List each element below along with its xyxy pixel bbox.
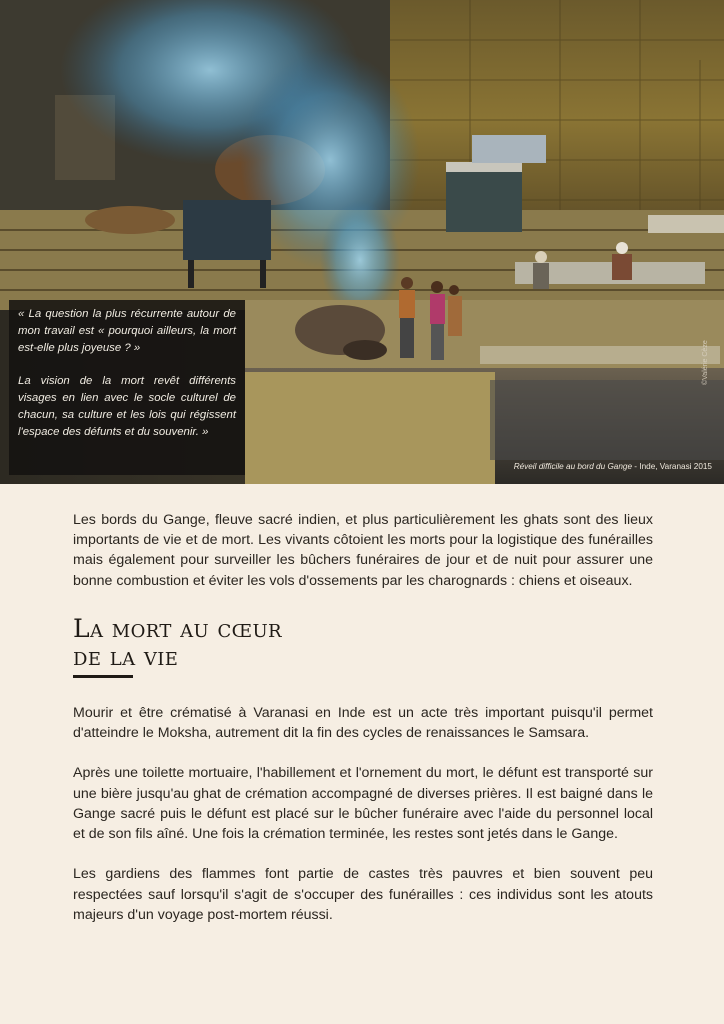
caption-title: Réveil difficile au bord du Gange xyxy=(513,462,633,471)
body-paragraph: Après une toilette mortuaire, l'habillement et l'ornement du mort, le défunt est transporté sur une bière jusqu'au ghat de crémation accompagné de diverses prières. Il est baigné dans le Gange sacré puis le défunt est placé sur le bûcher funéraire avec l'aide du personnel local et de son fils aîné. Une fois la crémation terminée, les restes sont jetés dans le Gange. xyxy=(73,765,653,843)
section-title xyxy=(73,615,653,671)
ghat-cremation-photo xyxy=(0,0,724,484)
section-title-line: de la vie xyxy=(73,641,179,671)
quote-box xyxy=(9,300,245,475)
article-body xyxy=(73,510,653,925)
section-title-line: La mort au cœur xyxy=(73,613,283,643)
body-paragraph: Mourir et être crématisé à Varanasi en Inde est un acte très important puisqu'il permet d'atteindre le Moksha, autrement dit la fin des cycles de renaissances le Samsara. xyxy=(73,704,653,742)
body-paragraph: Les gardiens des flammes font partie de castes très pauvres et bien souvent peu respectées sauf lorsqu'il s'agit de s'occuper des funérailles : ces individus sont les atouts majeurs d'un voyage post-mortem réussi. xyxy=(73,866,653,923)
quote-paragraph: « La question la plus récurrente autour de mon travail est « pourquoi ailleurs, la mort est-elle plus joyeuse ? » xyxy=(18,308,236,354)
photo-credit: ©Valérie Cèze xyxy=(702,340,709,385)
caption-location: - Inde, Varanasi 2015 xyxy=(632,462,712,471)
title-underline xyxy=(73,675,133,678)
intro-paragraph: Les bords du Gange, fleuve sacré indien, et plus particulièrement les ghats sont des lieux importants de vie et de mort. Les vivants côtoient les morts pour la logistique des funérailles mais également pour surveiller les bûchers funéraires de jour et de nuit pour assurer une bonne combustion et éviter les vols d'ossements par les charognards : chiens et oiseaux. xyxy=(73,512,653,589)
photo-caption xyxy=(514,462,712,471)
quote-paragraph: La vision de la mort revêt différents visages en lien avec le socle culturel de chacun, sa culture et les lois qui régissent l'espace des défunts et du souvenir. » xyxy=(18,375,236,438)
